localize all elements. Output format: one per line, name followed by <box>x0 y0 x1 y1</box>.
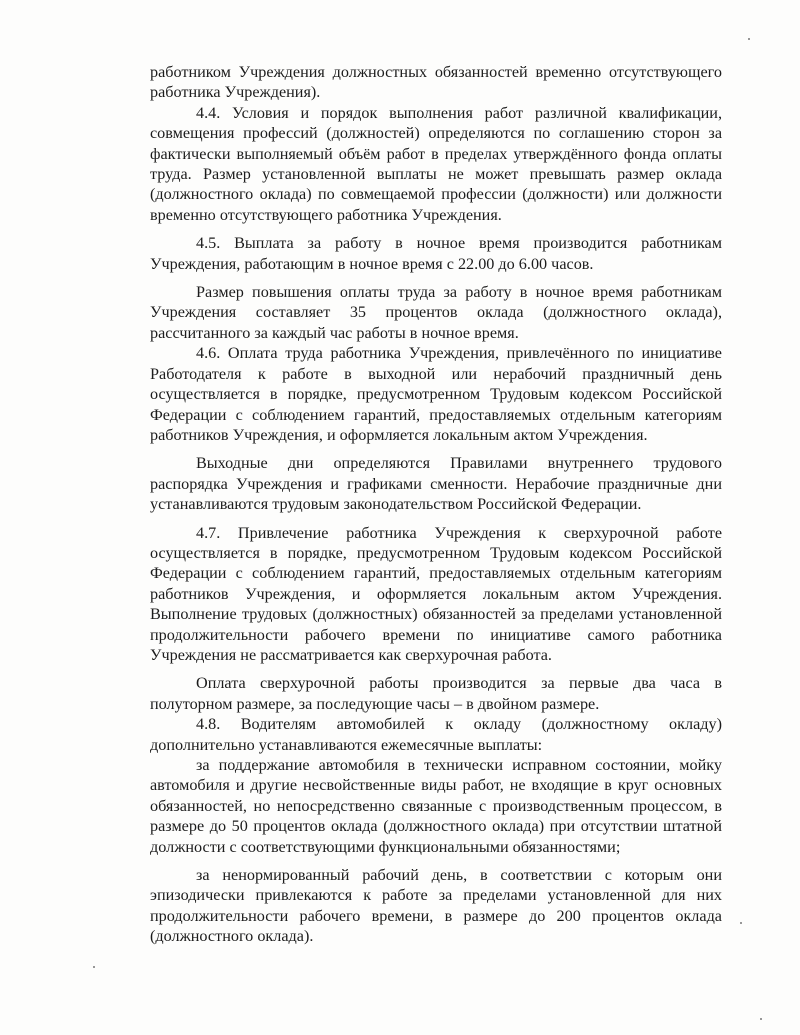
paragraph-4-7: 4.7. Привлечение работника Учреждения к сверхурочной работе осуществляется в порядке, предусмотренном Трудовым кодексом Российской Федерации с соблюдением гарантий, предоставляемых отдельным категориям работников Учреждения, и оформляется локальным актом Учреждения. Выполнение трудовых (должностных) обязанностей за пределами установленной продолжительности рабочего времени по инициативе самого работника Учреждения не рассматривается как сверхурочная работа. <box>150 523 722 664</box>
paragraph-continuation: работником Учреждения должностных обязанностей временно отсутствующего работника Учреждения). <box>150 63 722 102</box>
paragraph-4-5: 4.5. Выплата за работу в ночное время производится работникам Учреждения, работающим в ночное время с 22.00 до 6.00 часов. <box>150 234 722 273</box>
document-body <box>150 62 722 947</box>
paragraph-night-rate: Размер повышения оплаты труда за работу в ночное время работникам Учреждения составляет 35 процентов оклада (должностного оклада), рассчитанного за каждый час работы в ночное время. <box>150 283 722 342</box>
scan-speck <box>760 1018 762 1020</box>
paragraph-4-8: 4.8. Водителям автомобилей к окладу (должностному окладу) дополнительно устанавливаются ежемесячные выплаты: <box>150 715 722 754</box>
scan-speck <box>748 38 750 40</box>
paragraph-4-6: 4.6. Оплата труда работника Учреждения, привлечённого по инициативе Работодателя к работе в выходной или нерабочий праздничный день осуществляется в порядке, предусмотренном Трудовым кодексом Российской Федерации с соблюдением гарантий, предоставляемых отдельным категориям работников Учреждения, и оформляется локальным актом Учреждения. <box>150 344 722 444</box>
scan-speck <box>740 922 742 924</box>
paragraph-vehicle-maintenance: за поддержание автомобиля в технически исправном состоянии, мойку автомобиля и другие несвойственные виды работ, не входящие в круг основных обязанностей, но непосредственно связанные с производственным процессом, в размере до 50 процентов оклада (должностного оклада) при отсутствии штатной должности с соответствующими функциональными обязанностями; <box>150 756 722 856</box>
paragraph-4-4: 4.4. Условия и порядок выполнения работ различной квалификации, совмещения профессий (должностей) определяются по соглашению сторон за фактически выполняемый объём работ в пределах утверждённого фонда оплаты труда. Размер установленной выплаты не может превышать размер оклада (должностного оклада) по совмещаемой профессии (должности) или должности временно отсутствующего работника Учреждения. <box>150 103 722 224</box>
scan-speck <box>93 966 95 968</box>
paragraph-overtime-pay: Оплата сверхурочной работы производится за первые два часа в полуторном размере, за последующие часы – в двойном размере. <box>150 674 722 713</box>
paragraph-days-off: Выходные дни определяются Правилами внутреннего трудового распорядка Учреждения и графиками сменности. Нерабочие праздничные дни устанавливаются трудовым законодательством Российской Федерации. <box>150 454 722 514</box>
paragraph-irregular-hours: за ненормированный рабочий день, в соответствии с которым они эпизодически привлекаются к работе за пределами установленной для них продолжительности рабочего времени, в размере до 200 процентов оклада (должностного оклада). <box>150 866 722 946</box>
